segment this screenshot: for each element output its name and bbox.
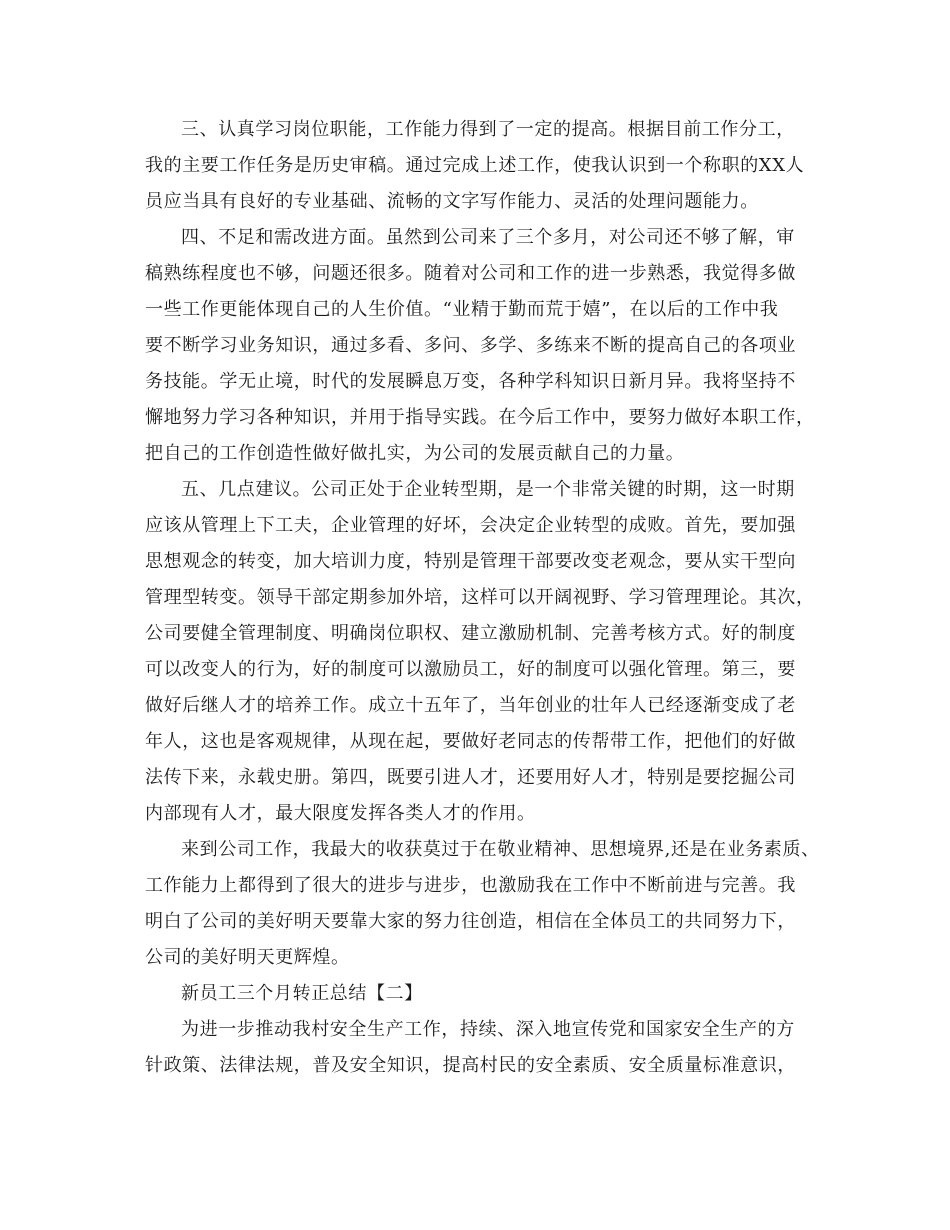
text-line: 员应当具有良好的专业基础、流畅的文字写作能力、灵活的处理问题能力。 [145, 191, 759, 212]
text-line: 懈地努力学习各种知识，并用于指导实践。在今后工作中，要努力做好本职工作， [145, 407, 815, 428]
text-line: 我的主要工作任务是历史审稿。通过完成上述工作，使我认识到一个称职的XX人 [145, 155, 805, 176]
text-line: 工作能力上都得到了很大的进步与进步，也激励我在工作中不断前进与完善。我 [145, 875, 796, 896]
text-line: 内部现有人才，最大限度发挥各类人才的作用。 [145, 803, 536, 824]
document-body [145, 112, 820, 1084]
text-line: 思想观念的转变，加大培训力度，特别是管理干部要改变老观念，要从实干型向 [145, 551, 796, 572]
text-line: 四、不足和需改进方面。虽然到公司来了三个多月，对公司还不够了解，审 [181, 227, 795, 248]
paragraph-suggestions [145, 472, 815, 832]
text-line: 为进一步推动我村安全生产工作，持续、深入地宣传党和国家安全生产的方 [181, 1019, 795, 1040]
paragraph-safety [145, 1012, 815, 1084]
text-line: 公司要健全管理制度、明确岗位职权、建立激励机制、完善考核方式。好的制度 [145, 623, 796, 644]
text-line: 明白了公司的美好明天要靠大家的努力往创造，相信在全体员工的共同努力下， [145, 911, 796, 932]
text-line: 来到公司工作，我最大的收获莫过于在敬业精神、思想境界,还是在业务素质、 [181, 839, 820, 860]
text-line: 可以改变人的行为，好的制度可以激励员工，好的制度可以强化管理。第三，要 [145, 659, 796, 680]
text-line: 把自己的工作创造性做好做扎实，为公司的发展贡献自己的力量。 [145, 443, 685, 464]
paragraph-conclusion [145, 832, 820, 976]
text-line: 年人，这也是客观规律，从现在起，要做好老同志的传帮带工作，把他们的好做 [145, 731, 796, 752]
text-line: 法传下来，永载史册。第四，既要引进人才，还要用好人才，特别是要挖掘公司 [145, 767, 796, 788]
paragraph-shortcomings [145, 220, 815, 472]
text-line: 管理型转变。领导干部定期参加外培，这样可以开阔视野、学习管理理论。其次， [145, 587, 815, 608]
text-line: 应该从管理上下工夫，企业管理的好坏，会决定企业转型的成败。首先，要加强 [145, 515, 796, 536]
section-title: 新员工三个月转正总结【二】 [181, 983, 423, 1004]
text-line: 稿熟练程度也不够，问题还很多。随着对公司和工作的进一步熟悉，我觉得多做 [145, 263, 796, 284]
text-line: 公司的美好明天更辉煌。 [145, 947, 350, 968]
text-line: 一些工作更能体现自己的人生价值。“业精于勤而荒于嬉”，在以后的工作中我 [145, 299, 779, 320]
text-line: 针政策、法律法规，普及安全知识，提高村民的安全素质、安全质量标准意识， [145, 1055, 796, 1076]
text-line: 要不断学习业务知识，通过多看、多问、多学、多练来不断的提高自己的各项业 [145, 335, 796, 356]
section-heading [145, 976, 815, 1012]
text-line: 五、几点建议。公司正处于企业转型期，是一个非常关键的时期，这一时期 [181, 479, 795, 500]
text-line: 三、认真学习岗位职能，工作能力得到了一定的提高。根据目前工作分工， [181, 119, 795, 140]
text-line: 务技能。学无止境，时代的发展瞬息万变，各种学科知识日新月异。我将坚持不 [145, 371, 796, 392]
text-line: 做好后继人才的培养工作。成立十五年了，当年创业的壮年人已经逐渐变成了老 [145, 695, 796, 716]
paragraph-job-learning [145, 112, 815, 220]
